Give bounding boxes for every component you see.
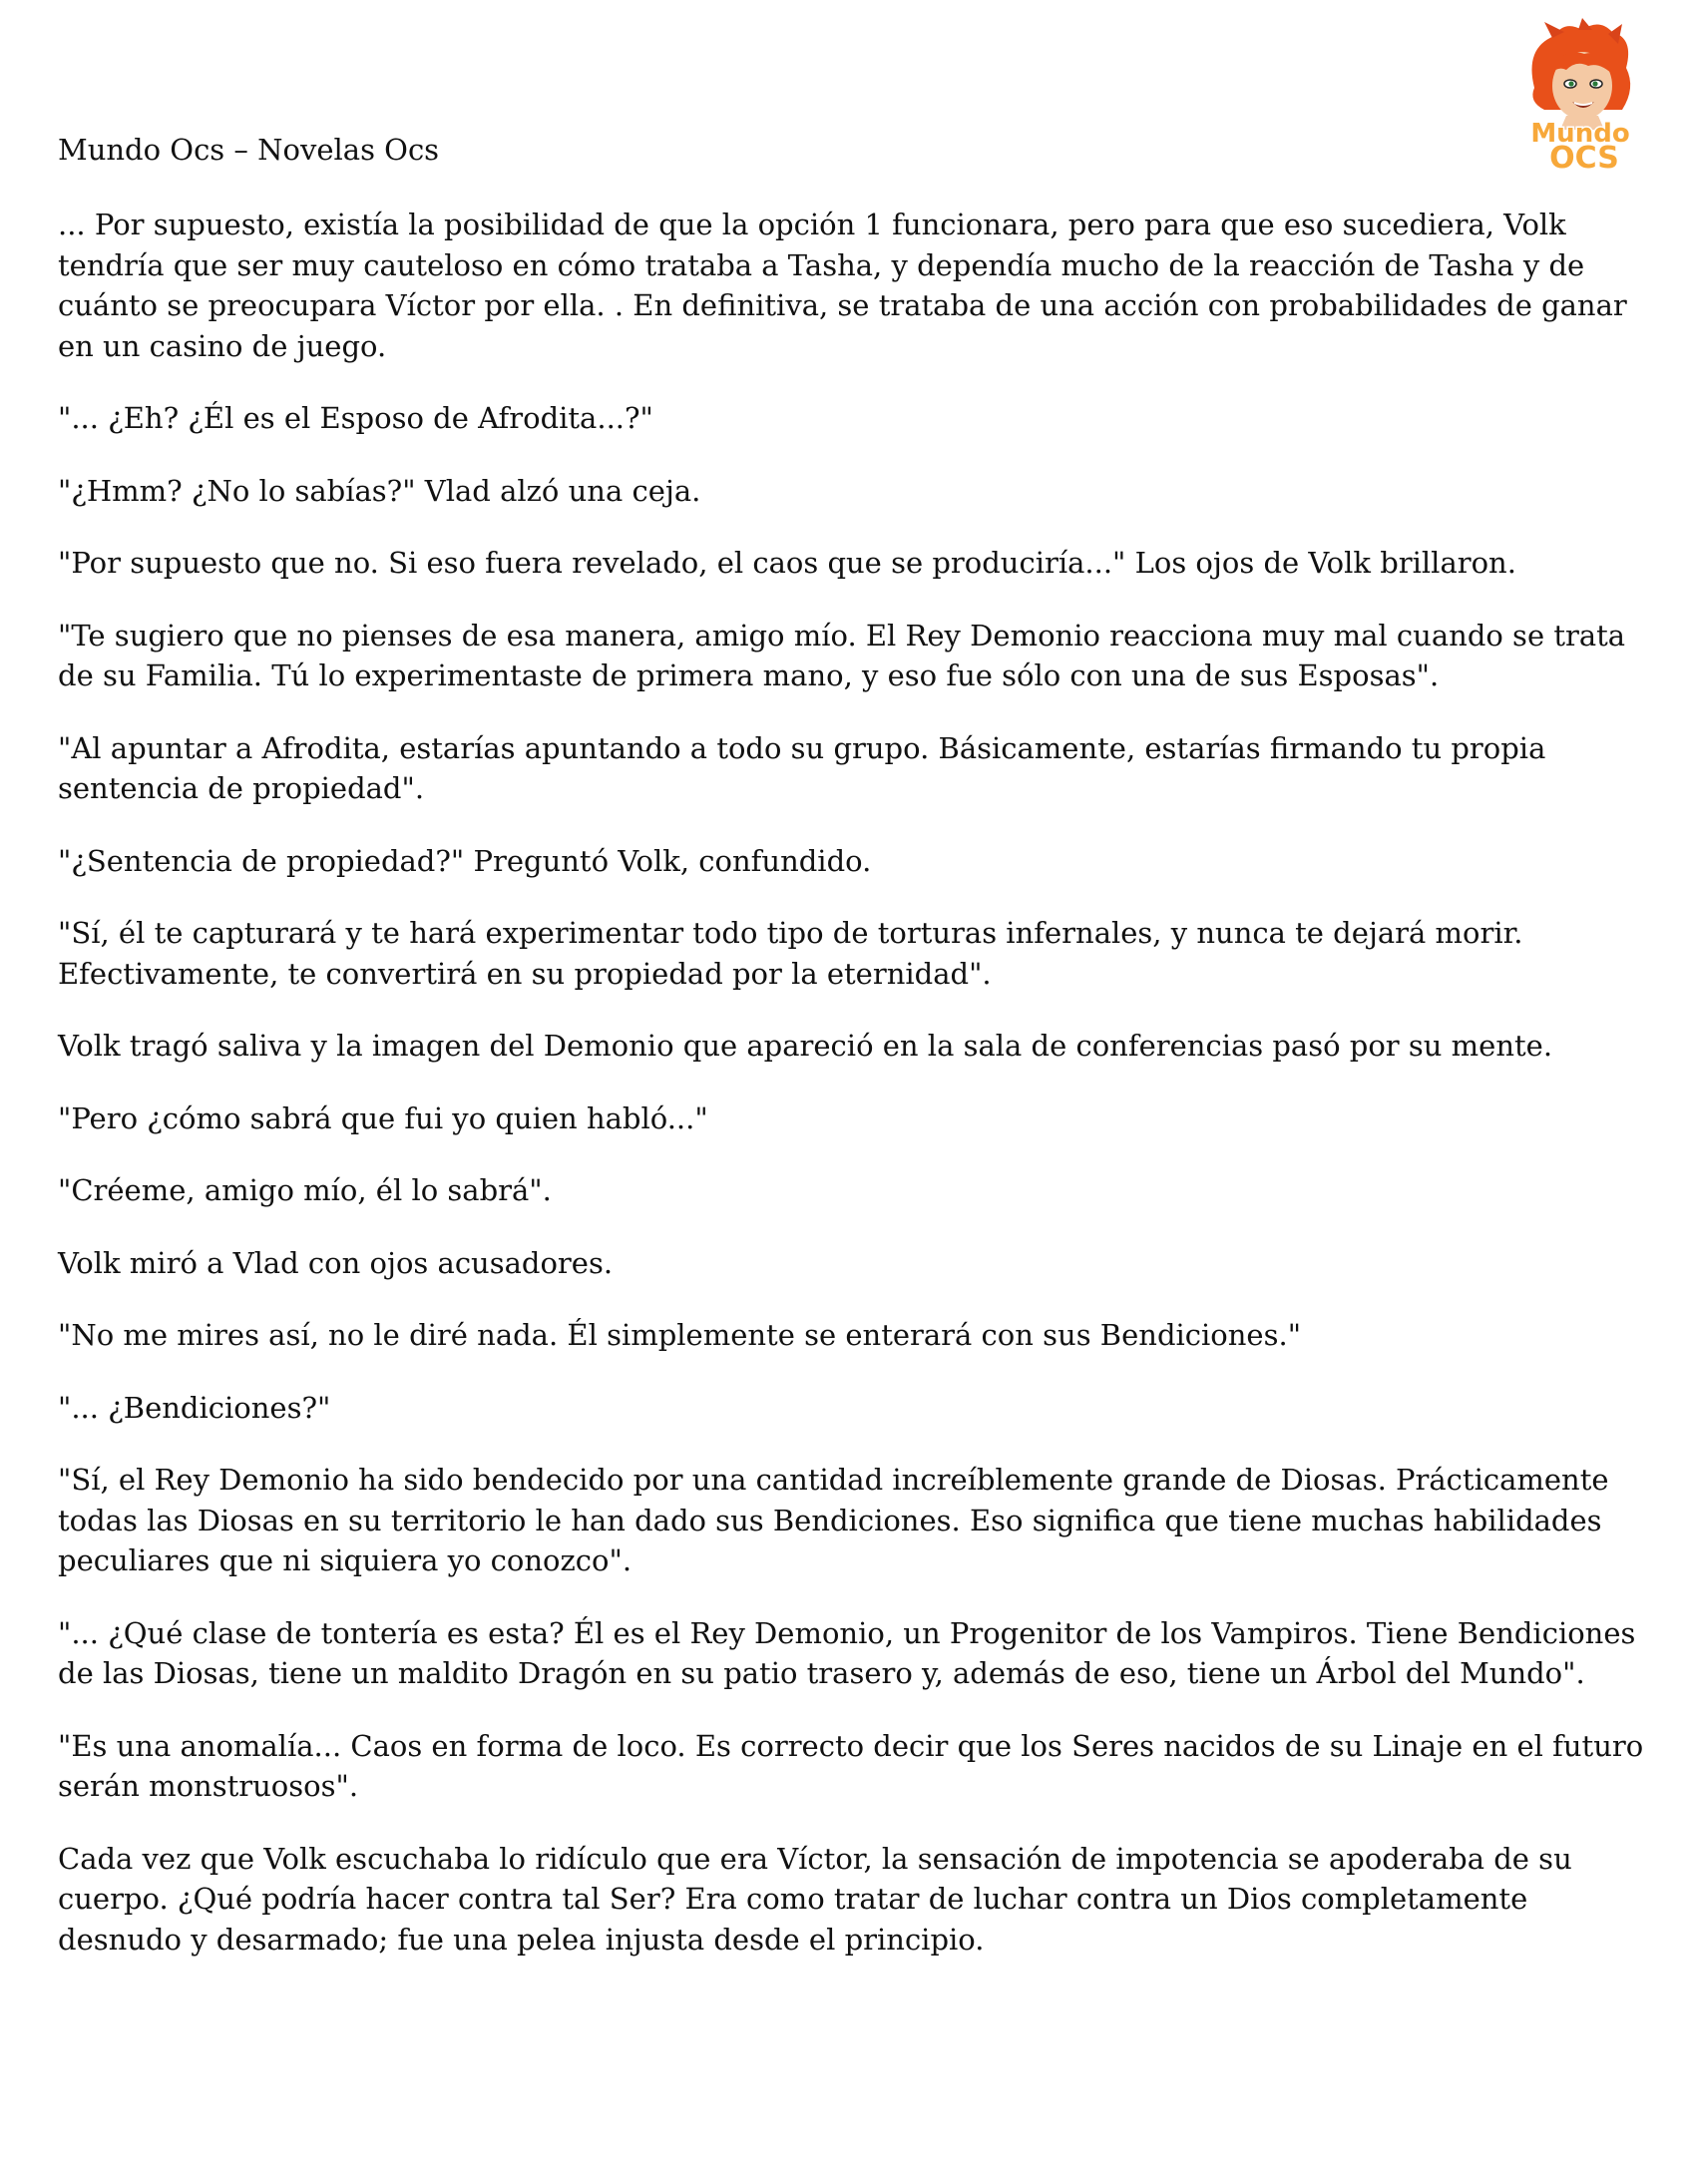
document-body — [58, 205, 1654, 1991]
logo-text — [1530, 119, 1629, 173]
paragraph: ... Por supuesto, existía la posibilidad de que la opción 1 funcionara, pero para que eso sucediera, Volk tendría que ser muy cauteloso en cómo trataba a Tasha, y dependía mucho de la reacción de Tasha y de cuánto se preocupara Víctor por ella. . En definitiva, se trataba de una acción con probabilidades de ganar en un casino de juego. — [58, 208, 1627, 363]
paragraph: "Es una anomalía... Caos en forma de loco. Es correcto decir que los Seres nacidos de su Linaje en el futuro serán monstruosos". — [58, 1728, 1644, 1803]
paragraph: "¿Hmm? ¿No lo sabías?" Vlad alzó una ceja. — [58, 473, 701, 508]
paragraph: "No me mires así, no le diré nada. Él simplemente se enterará con sus Bendiciones." — [58, 1318, 1302, 1352]
paragraph: Cada vez que Volk escuchaba lo ridículo que era Víctor, la sensación de impotencia se apoderaba de su cuerpo. ¿Qué podría hacer contra tal Ser? Era como tratar de luchar contra un Dios completamente desnudo y desarmado; fue una pelea injusta desde el principio. — [58, 1841, 1572, 1957]
paragraph: "Sí, él te capturará y te hará experimentar todo tipo de torturas infernales, y nunca te dejará morir. Efectivamente, te convertirá en su propiedad por la eternidad". — [58, 916, 1523, 991]
paragraph: "... ¿Qué clase de tontería es esta? Él es el Rey Demonio, un Progenitor de los Vampiros. Tiene Bendiciones de las Diosas, tiene un maldito Dragón en su patio trasero y, además de eso, tiene un Árbol del Mundo". — [58, 1615, 1636, 1690]
paragraph: Volk tragó saliva y la imagen del Demonio que apareció en la sala de conferencias pasó por su mente. — [58, 1029, 1553, 1063]
paragraph: "Créeme, amigo mío, él lo sabrá". — [58, 1173, 552, 1207]
paragraph: "Al apuntar a Afrodita, estarías apuntando a todo su grupo. Básicamente, estarías firmando tu propia sentencia de propiedad". — [58, 730, 1546, 805]
paragraph: Volk miró a Vlad con ojos acusadores. — [58, 1245, 614, 1280]
mundo-ocs-logo — [1504, 18, 1656, 173]
paragraph: "¿Sentencia de propiedad?" Preguntó Volk, confundido. — [58, 843, 872, 878]
paragraph: "... ¿Bendiciones?" — [58, 1390, 331, 1425]
page-header: Mundo Ocs – Novelas Ocs — [58, 133, 440, 167]
paragraph: "Sí, el Rey Demonio ha sido bendecido por una cantidad increíblemente grande de Diosas. Prácticamente todas las Diosas en su territorio le han dado sus Bendiciones. Eso significa que tiene muchas habilidades peculiares que ni siquiera yo conozco". — [58, 1463, 1609, 1577]
paragraph: "Te sugiero que no pienses de esa manera, amigo mío. El Rey Demonio reacciona muy mal cuando se trata de su Familia. Tú lo experimentaste de primera mano, y eso fue sólo con una de sus Esposas". — [58, 618, 1626, 692]
svg-text:Mundo: Mundo — [1530, 119, 1630, 149]
paragraph: "Pero ¿cómo sabrá que fui yo quien habló..." — [58, 1100, 708, 1135]
paragraph: "... ¿Eh? ¿Él es el Esposo de Afrodita...?" — [58, 401, 653, 435]
paragraph: "Por supuesto que no. Si eso fuera revelado, el caos que se produciría..." Los ojos de Volk brillaron. — [58, 546, 1516, 580]
svg-text:OCS: OCS — [1549, 141, 1619, 173]
